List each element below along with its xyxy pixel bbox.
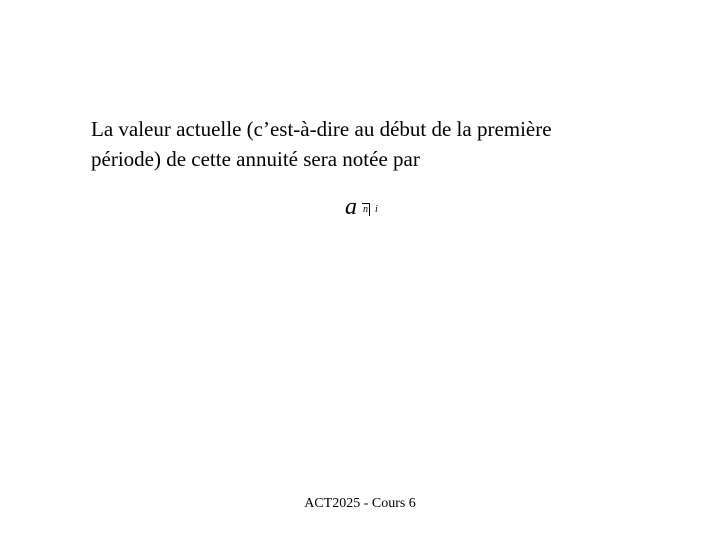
subscript-i: i [375, 204, 378, 215]
slide-footer [0, 496, 720, 512]
annuity-notation [342, 194, 390, 224]
body-line-1: La valeur actuelle (c’est-à-dire au début de la première [91, 117, 552, 141]
annuity-symbol: a [345, 194, 357, 220]
body-line-2: période) de cette annuité sera notée par [91, 147, 420, 171]
body-text [91, 114, 651, 174]
subscript-n-angle: n [363, 204, 368, 215]
footer-text: ACT2025 - Cours 6 [304, 496, 416, 511]
